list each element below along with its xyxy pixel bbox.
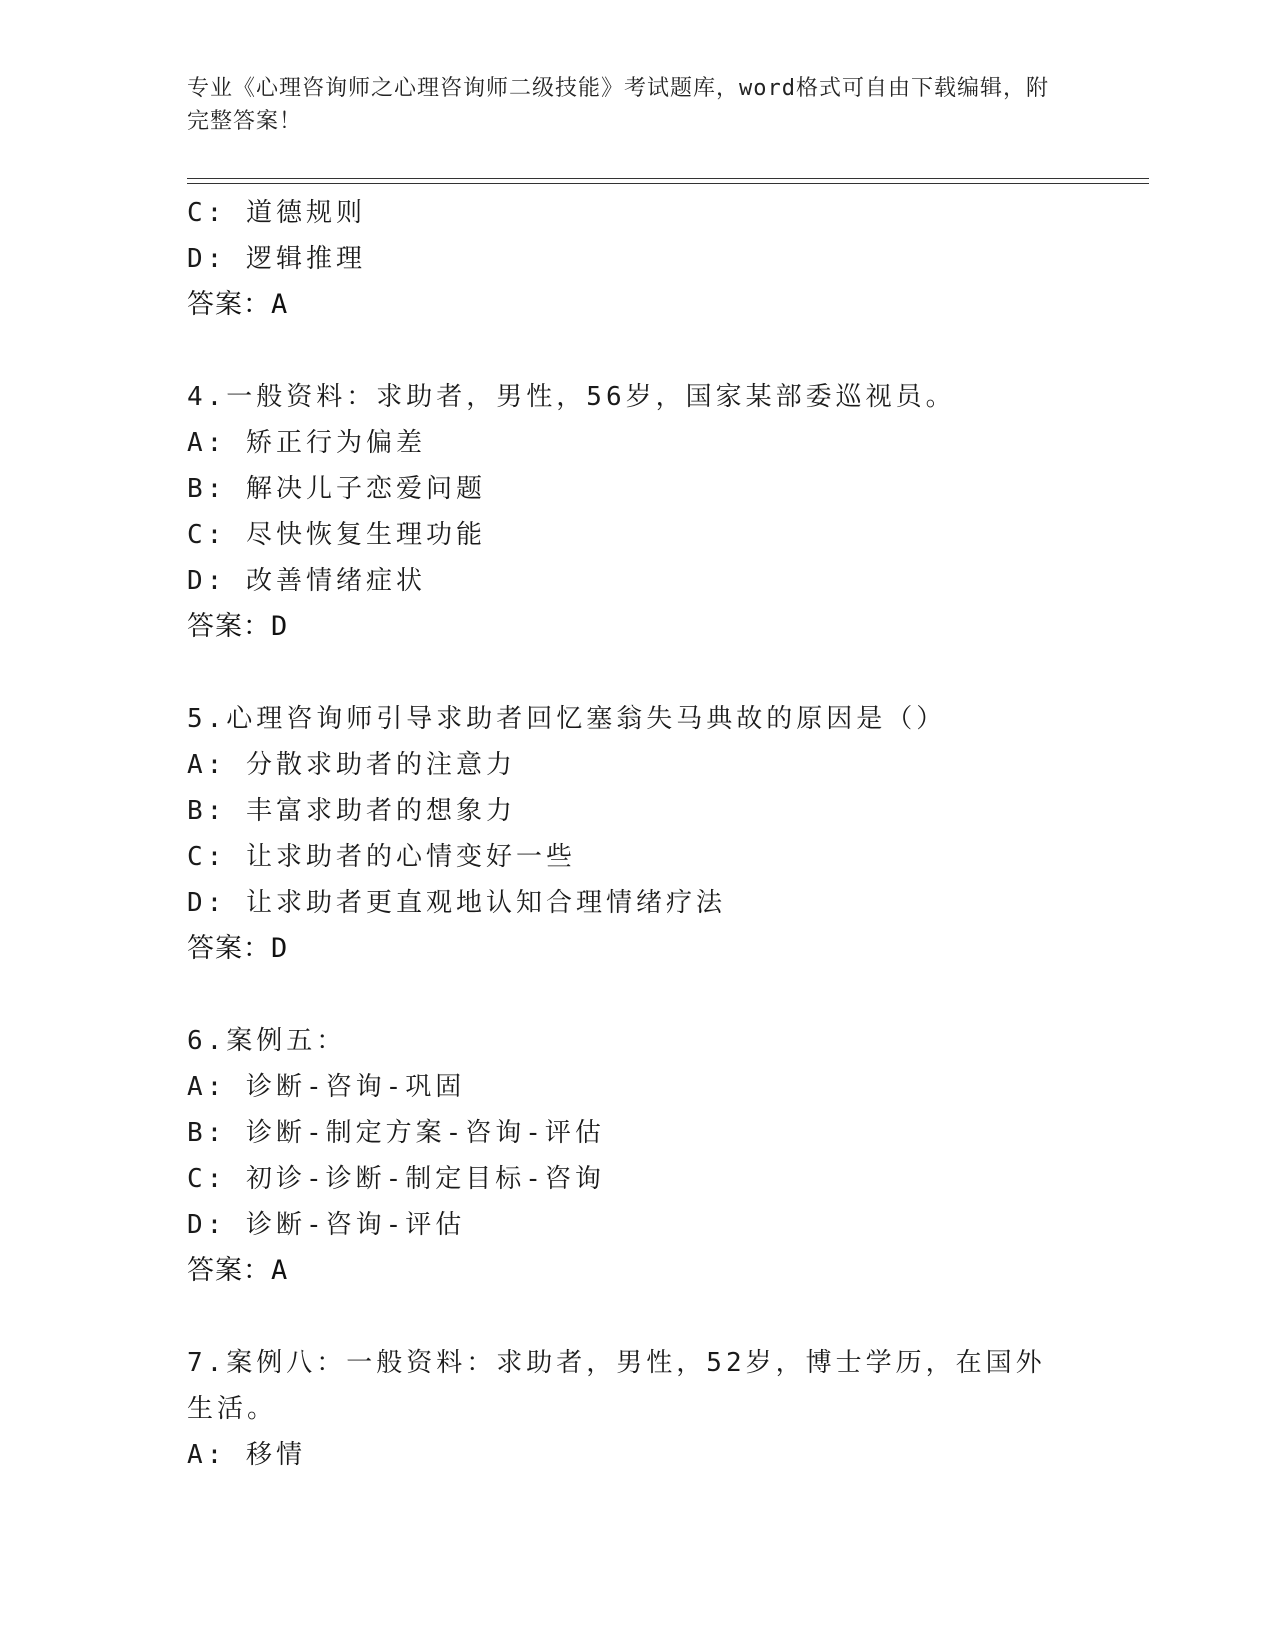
answer-line — [187, 282, 1087, 328]
option-b: B: 丰富求助者的想象力 — [187, 796, 516, 826]
answer-label: 答案： — [187, 1255, 271, 1286]
option-d: D: 改善情绪症状 — [187, 566, 426, 596]
question-block-6 — [187, 1018, 1087, 1294]
answer-value: D — [271, 611, 289, 642]
question-text: 6.案例五： — [187, 1026, 347, 1056]
option-d: D: 诊断-咨询-评估 — [187, 1210, 466, 1240]
option-c: C: 道德规则 — [187, 198, 366, 228]
question-list — [187, 190, 1087, 1478]
question-block-3 — [187, 190, 1087, 328]
answer-label: 答案： — [187, 289, 271, 320]
option-b: B: 解决儿子恋爱问题 — [187, 474, 486, 504]
option-a: A: 分散求助者的注意力 — [187, 750, 516, 780]
option-c: C: 初诊-诊断-制定目标-咨询 — [187, 1164, 605, 1194]
answer-value: D — [271, 933, 289, 964]
option-a: A: 移情 — [187, 1440, 306, 1470]
answer-line — [187, 926, 1087, 972]
option-d: D: 逻辑推理 — [187, 244, 366, 274]
question-text: 4.一般资料：求助者，男性，56岁，国家某部委巡视员。 — [187, 382, 956, 412]
option-d: D: 让求助者更直观地认知合理情绪疗法 — [187, 888, 726, 918]
question-text: 5.心理咨询师引导求助者回忆塞翁失马典故的原因是（） — [187, 704, 947, 734]
answer-value: A — [271, 289, 289, 320]
option-c: C: 让求助者的心情变好一些 — [187, 842, 576, 872]
answer-line — [187, 1248, 1087, 1294]
option-a: A: 诊断-咨询-巩固 — [187, 1072, 466, 1102]
question-block-7 — [187, 1340, 1087, 1478]
option-a: A: 矫正行为偏差 — [187, 428, 426, 458]
answer-label: 答案： — [187, 933, 271, 964]
question-block-4 — [187, 374, 1087, 650]
option-c: C: 尽快恢复生理功能 — [187, 520, 486, 550]
option-b: B: 诊断-制定方案-咨询-评估 — [187, 1118, 605, 1148]
header-divider-top — [187, 178, 1149, 179]
answer-value: A — [271, 1255, 289, 1286]
document-header: 专业《心理咨询师之心理咨询师二级技能》考试题库，word格式可自由下载编辑，附完整答案！ — [187, 76, 1049, 134]
answer-label: 答案： — [187, 611, 271, 642]
header-divider-bottom — [187, 183, 1149, 184]
question-block-5 — [187, 696, 1087, 972]
answer-line — [187, 604, 1087, 650]
question-text: 7.案例八：一般资料：求助者，男性，52岁，博士学历，在国外生活。 — [187, 1348, 1046, 1424]
